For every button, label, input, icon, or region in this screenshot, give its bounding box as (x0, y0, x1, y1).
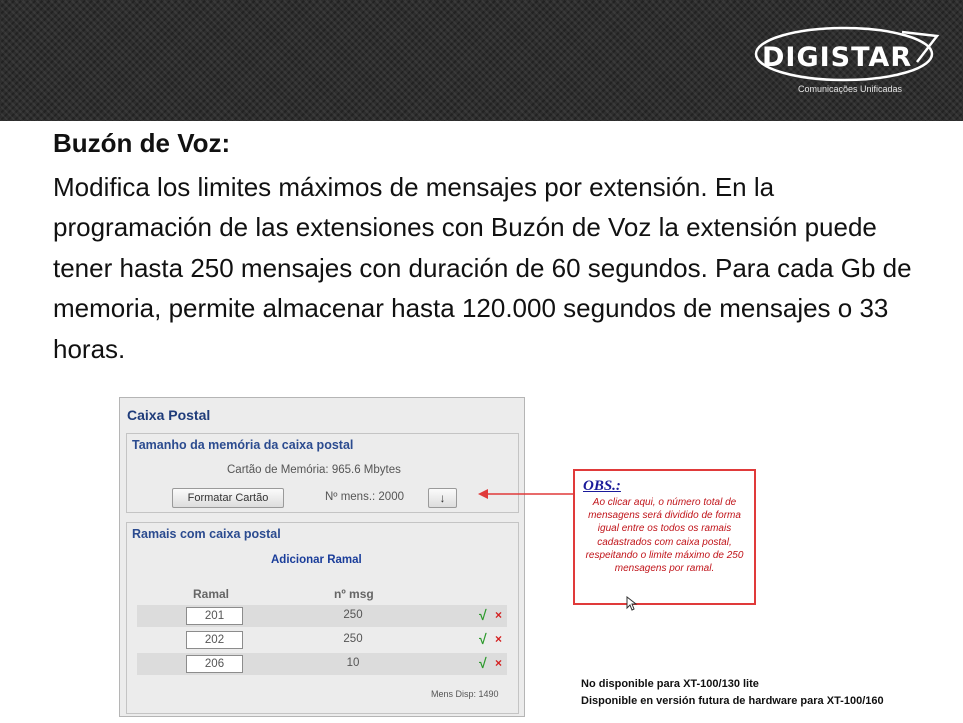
mouse-pointer-icon (626, 596, 638, 612)
memory-group (126, 433, 519, 513)
delete-x-icon[interactable]: × (495, 608, 503, 622)
extension-input[interactable]: 201 (186, 607, 243, 625)
memory-group-title: Tamanho da memória da caixa postal (132, 438, 354, 452)
messages-count-text: Nº mens.: 2000 (325, 491, 404, 503)
confirm-check-icon[interactable]: √ (479, 631, 487, 647)
header-banner (0, 0, 963, 121)
extension-input[interactable]: 206 (186, 655, 243, 673)
confirm-check-icon[interactable]: √ (479, 607, 487, 623)
slide-title: Buzón de Voz: (53, 128, 231, 158)
column-header-ramal: Ramal (193, 587, 230, 601)
delete-x-icon[interactable]: × (495, 656, 503, 670)
extension-input[interactable]: 202 (186, 631, 243, 649)
logo-tagline: Comunicações Unificadas (798, 84, 903, 94)
add-extension-link[interactable]: Adicionar Ramal (271, 554, 362, 566)
confirm-check-icon[interactable]: √ (479, 655, 487, 671)
table-row (137, 629, 507, 651)
digistar-logo (752, 22, 952, 102)
obs-title: OBS.: (583, 478, 621, 494)
message-count: 10 (346, 657, 360, 669)
messages-available: Mens Disp: 1490 (431, 689, 499, 699)
callout-arrow-icon (476, 485, 576, 505)
obs-callout (573, 469, 756, 605)
table-row (137, 653, 507, 675)
memory-card-text: Cartão de Memória: 965.6 Mbytes (227, 464, 401, 476)
message-count: 250 (343, 633, 363, 645)
slide-description: Modifica los limites máximos de mensajes por extensión. En la programación de las extensiones con Buzón de Voz la extensión puede tener hasta 250 mensajes con duración de 60 segundos. Para cada Gb de memoria, permite almacenar hasta 120.000 segundos de mensajes o 33 horas. (53, 172, 912, 364)
extensions-group-title: Ramais com caixa postal (132, 527, 281, 541)
caixa-postal-panel (119, 397, 525, 717)
availability-note-2: Disponible en versión futura de hardware para XT-100/160 (581, 695, 884, 707)
logo-name: DIGISTAR (762, 42, 913, 73)
panel-title: Caixa Postal (127, 407, 211, 423)
distribute-down-button[interactable]: ↓ (428, 488, 457, 508)
delete-x-icon[interactable]: × (495, 632, 503, 646)
availability-note-1: No disponible para XT-100/130 lite (581, 678, 759, 690)
table-row (137, 605, 507, 627)
column-header-msg: nº msg (334, 587, 374, 601)
extensions-group (126, 522, 519, 714)
format-card-button[interactable]: Formatar Cartão (172, 488, 284, 508)
obs-text: Ao clicar aqui, o número total de mensagens será dividido de forma igual entre os todos os ramais cadastrados com caixa postal, respeitando o limite máximo de 250 mensagens por ramal. (585, 497, 744, 575)
message-count: 250 (343, 609, 363, 621)
